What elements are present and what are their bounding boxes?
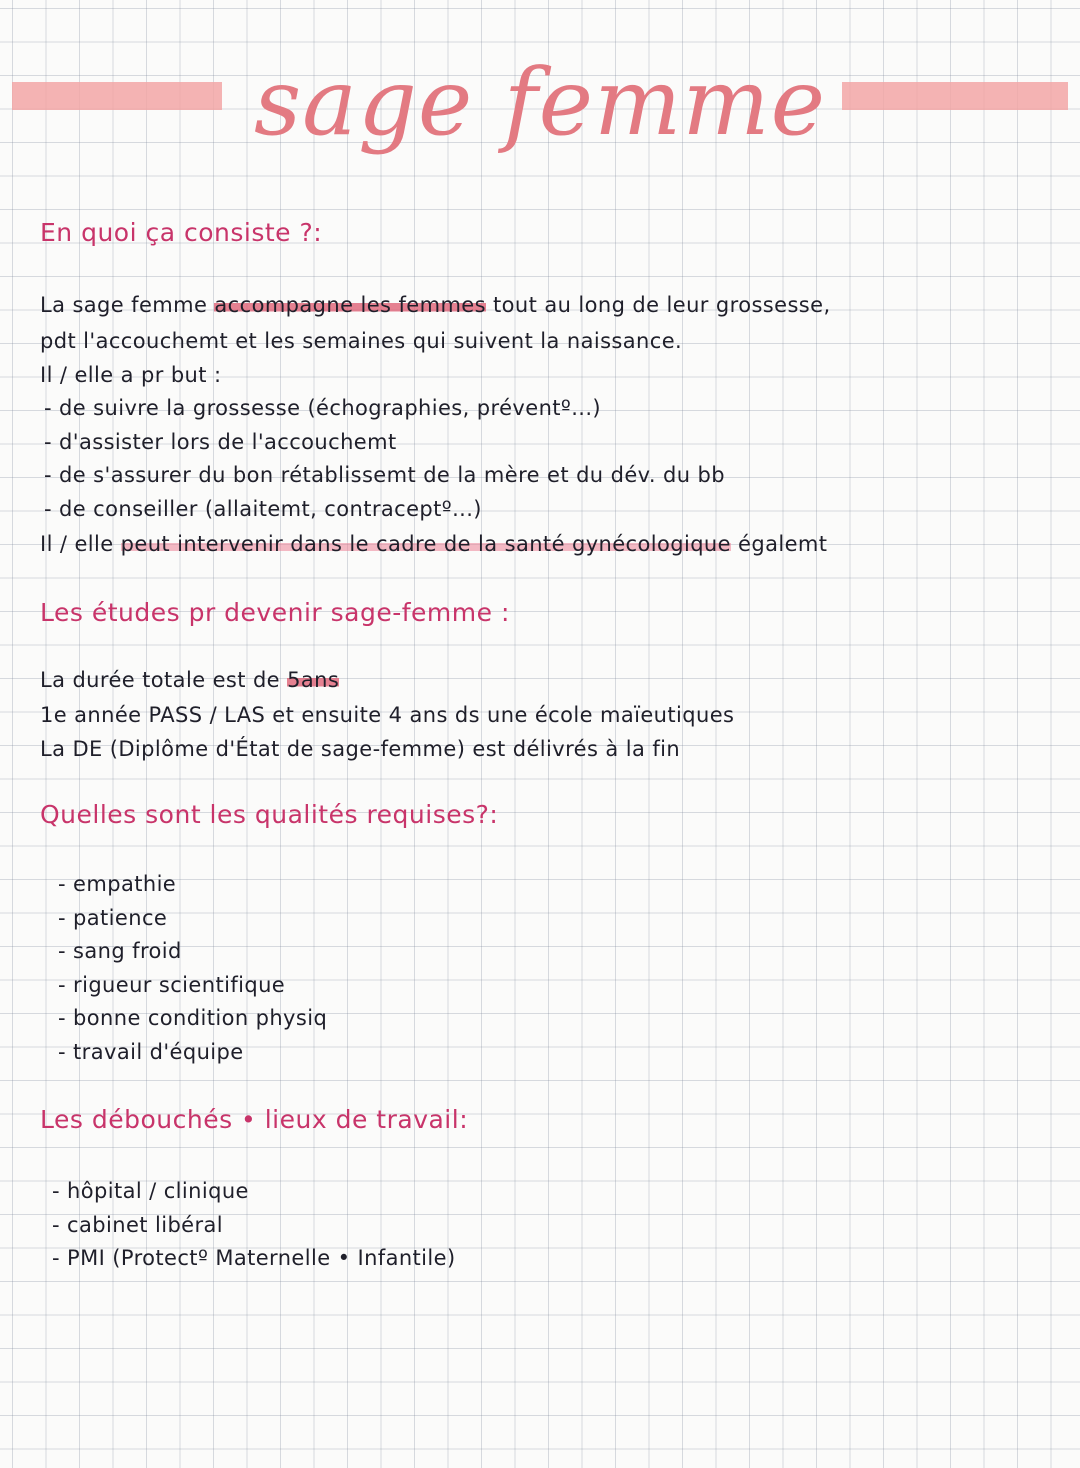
intro-highlight: accompagne les femmes xyxy=(214,293,486,317)
section-heading-studies: Les études pr devenir sage-femme : xyxy=(40,598,510,627)
goals-list xyxy=(44,392,725,526)
studies-line-3: La DE (Diplôme d'État de sage-femme) est délivrés à la fin xyxy=(40,737,681,761)
intro-line-2: pdt l'accouchemt et les semaines qui suivent la naissance. xyxy=(40,329,683,353)
section-heading-outlets: Les débouchés • lieux de travail: xyxy=(40,1105,469,1134)
section-heading-qualities: Quelles sont les qualités requises?: xyxy=(40,800,499,829)
section-heading-what-it-is: En quoi ça consiste ?: xyxy=(40,218,323,247)
duration-line xyxy=(40,668,339,692)
list-item: - bonne condition physiq xyxy=(58,1006,328,1030)
qualities-list xyxy=(58,868,327,1069)
intro-line xyxy=(40,293,831,317)
list-item: - travail d'équipe xyxy=(58,1039,244,1064)
list-item: - de suivre la grossesse (échographies, préventº...) xyxy=(44,396,602,420)
list-item: - de s'assurer du bon rétablissemt de la mère et du dév. du bb xyxy=(44,463,725,487)
list-item: - sang froid xyxy=(58,939,182,963)
list-item: - de conseiller (allaitemt, contraceptº...) xyxy=(44,496,482,521)
closing-highlight: peut intervenir dans le cadre de la santé gynécologique xyxy=(120,532,731,556)
duration-highlight: 5ans xyxy=(287,668,340,692)
list-item: - cabinet libéral xyxy=(52,1212,224,1237)
closing-line xyxy=(40,532,827,556)
list-item: - rigueur scientifique xyxy=(58,972,286,997)
page-title: sage femme xyxy=(253,49,827,156)
intro-text-start: La sage femme xyxy=(40,293,215,317)
list-item: - empathie xyxy=(58,872,177,896)
list-item: - PMI (Protectº Maternelle • Infantile) xyxy=(52,1246,456,1270)
closing-text-end: égalemt xyxy=(730,532,828,556)
closing-text-start: Il / elle xyxy=(40,532,121,556)
workplaces-list xyxy=(52,1175,456,1276)
duration-text: La durée totale est de xyxy=(40,668,288,692)
list-item: - patience xyxy=(58,905,168,930)
studies-line-2: 1e année PASS / LAS et ensuite 4 ans ds une école maïeutiques xyxy=(40,703,735,727)
goal-line: Il / elle a pr but : xyxy=(40,363,222,387)
list-item: - hôpital / clinique xyxy=(52,1179,249,1203)
intro-text-end: tout au long de leur grossesse, xyxy=(485,293,831,317)
list-item: - d'assister lors de l'accouchemt xyxy=(44,429,397,454)
